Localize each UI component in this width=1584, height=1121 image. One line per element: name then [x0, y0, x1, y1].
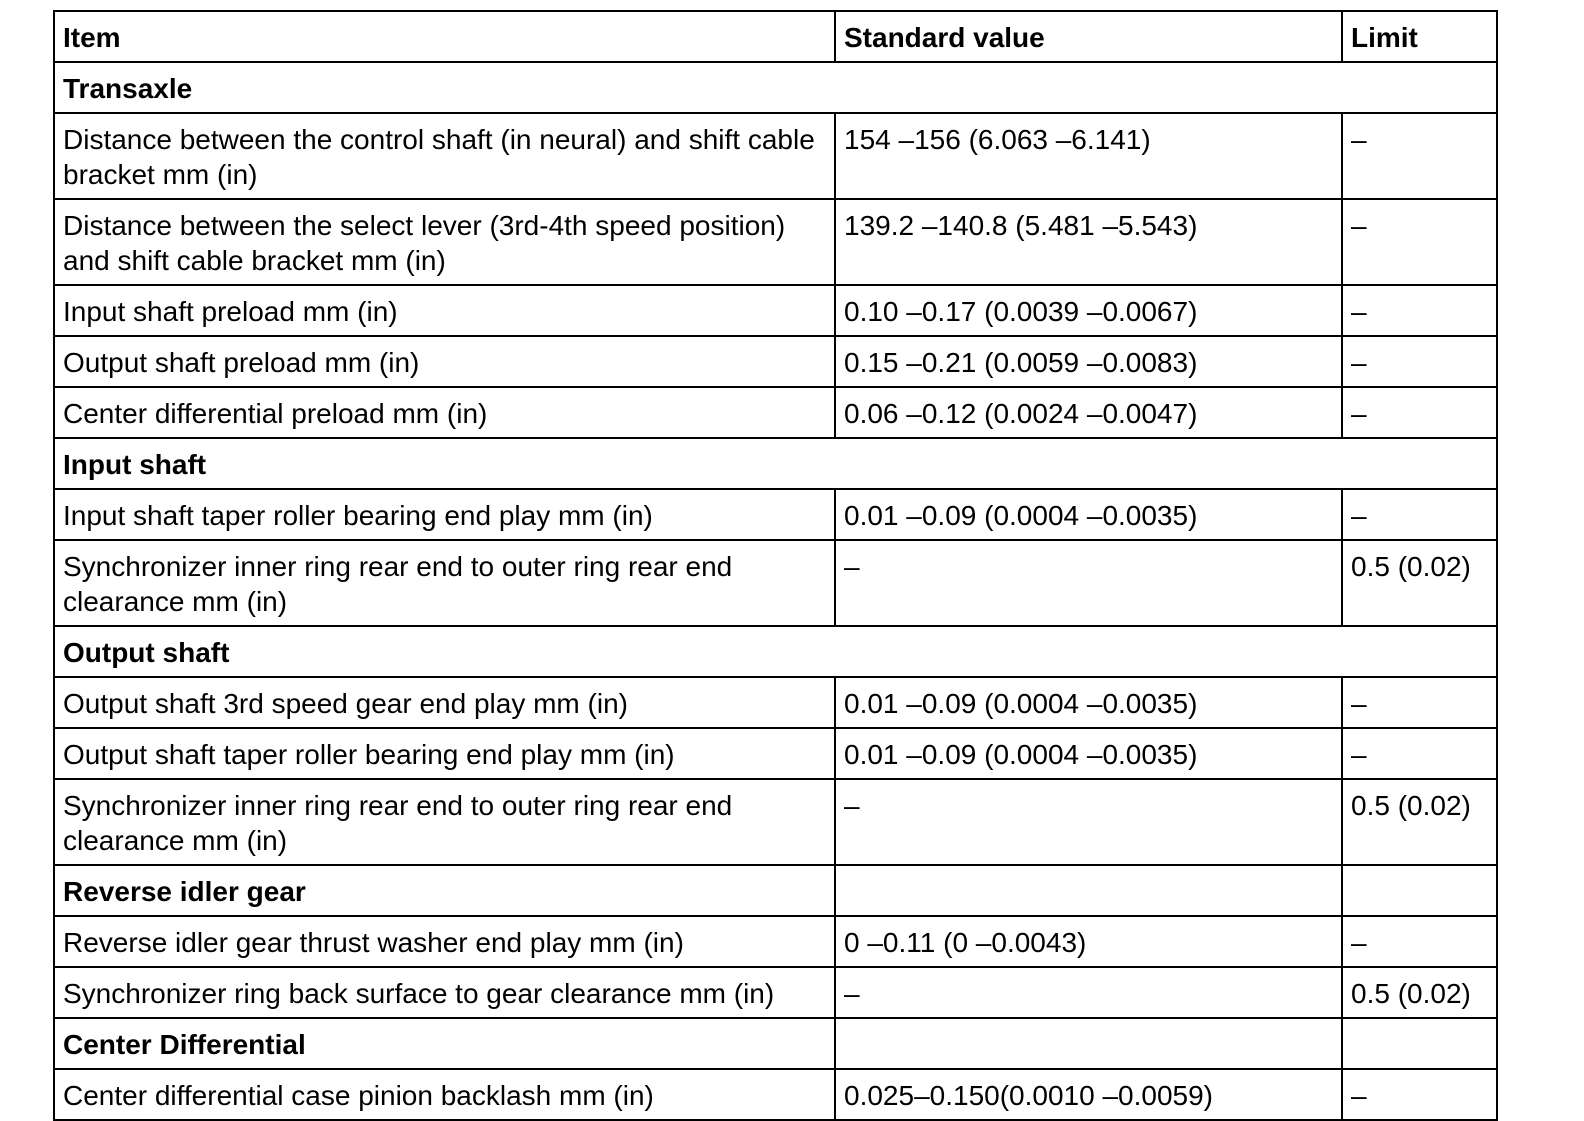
item-cell: Center differential preload mm (in)	[54, 387, 835, 438]
standard-value-cell: –	[835, 540, 1342, 626]
limit-cell: –	[1342, 387, 1497, 438]
section-row-transaxle	[54, 62, 1497, 113]
limit-cell	[1342, 1018, 1497, 1069]
section-title: Input shaft	[54, 438, 1497, 489]
table-row	[54, 728, 1497, 779]
table-row	[54, 285, 1497, 336]
limit-cell: 0.5 (0.02)	[1342, 540, 1497, 626]
table-row	[54, 677, 1497, 728]
table-row	[54, 489, 1497, 540]
standard-value-cell	[835, 1018, 1342, 1069]
table-row	[54, 967, 1497, 1018]
table-row	[54, 1069, 1497, 1120]
section-title: Reverse idler gear	[54, 865, 835, 916]
specification-table	[53, 10, 1498, 1121]
table-row	[54, 199, 1497, 285]
limit-cell: –	[1342, 336, 1497, 387]
header-item: Item	[54, 11, 835, 62]
limit-cell: –	[1342, 1069, 1497, 1120]
section-title: Center Differential	[54, 1018, 835, 1069]
standard-value-cell: –	[835, 779, 1342, 865]
item-cell: Center differential case pinion backlash mm (in)	[54, 1069, 835, 1120]
table-row	[54, 387, 1497, 438]
limit-cell: 0.5 (0.02)	[1342, 967, 1497, 1018]
standard-value-cell: 0 –0.11 (0 –0.0043)	[835, 916, 1342, 967]
limit-cell: –	[1342, 285, 1497, 336]
section-row-output-shaft	[54, 626, 1497, 677]
header-standard-value: Standard value	[835, 11, 1342, 62]
item-cell: Synchronizer inner ring rear end to outer ring rear end clearance mm (in)	[54, 779, 835, 865]
section-title: Transaxle	[54, 62, 1497, 113]
item-cell: Output shaft taper roller bearing end play mm (in)	[54, 728, 835, 779]
item-cell: Distance between the control shaft (in neural) and shift cable bracket mm (in)	[54, 113, 835, 199]
item-cell: Output shaft 3rd speed gear end play mm (in)	[54, 677, 835, 728]
item-cell: Synchronizer inner ring rear end to outer ring rear end clearance mm (in)	[54, 540, 835, 626]
standard-value-cell: 0.01 –0.09 (0.0004 –0.0035)	[835, 728, 1342, 779]
section-row-input-shaft	[54, 438, 1497, 489]
table-row	[54, 779, 1497, 865]
table-header-row	[54, 11, 1497, 62]
limit-cell: –	[1342, 489, 1497, 540]
table-row	[54, 916, 1497, 967]
limit-cell: –	[1342, 199, 1497, 285]
limit-cell: –	[1342, 113, 1497, 199]
standard-value-cell: 0.10 –0.17 (0.0039 –0.0067)	[835, 285, 1342, 336]
section-row-reverse-idler-gear	[54, 865, 1497, 916]
standard-value-cell: 0.025–0.150(0.0010 –0.0059)	[835, 1069, 1342, 1120]
standard-value-cell: 0.01 –0.09 (0.0004 –0.0035)	[835, 489, 1342, 540]
limit-cell: 0.5 (0.02)	[1342, 779, 1497, 865]
standard-value-cell: 154 –156 (6.063 –6.141)	[835, 113, 1342, 199]
limit-cell: –	[1342, 677, 1497, 728]
item-cell: Distance between the select lever (3rd-4th speed position) and shift cable bracket mm (in)	[54, 199, 835, 285]
table-row	[54, 336, 1497, 387]
header-limit: Limit	[1342, 11, 1497, 62]
limit-cell	[1342, 865, 1497, 916]
standard-value-cell: 0.06 –0.12 (0.0024 –0.0047)	[835, 387, 1342, 438]
standard-value-cell	[835, 865, 1342, 916]
limit-cell: –	[1342, 916, 1497, 967]
item-cell: Synchronizer ring back surface to gear clearance mm (in)	[54, 967, 835, 1018]
item-cell: Input shaft preload mm (in)	[54, 285, 835, 336]
standard-value-cell: –	[835, 967, 1342, 1018]
standard-value-cell: 139.2 –140.8 (5.481 –5.543)	[835, 199, 1342, 285]
item-cell: Reverse idler gear thrust washer end play mm (in)	[54, 916, 835, 967]
table-row	[54, 540, 1497, 626]
item-cell: Output shaft preload mm (in)	[54, 336, 835, 387]
limit-cell: –	[1342, 728, 1497, 779]
table-row	[54, 113, 1497, 199]
section-title: Output shaft	[54, 626, 1497, 677]
standard-value-cell: 0.15 –0.21 (0.0059 –0.0083)	[835, 336, 1342, 387]
item-cell: Input shaft taper roller bearing end play mm (in)	[54, 489, 835, 540]
standard-value-cell: 0.01 –0.09 (0.0004 –0.0035)	[835, 677, 1342, 728]
section-row-center-differential	[54, 1018, 1497, 1069]
